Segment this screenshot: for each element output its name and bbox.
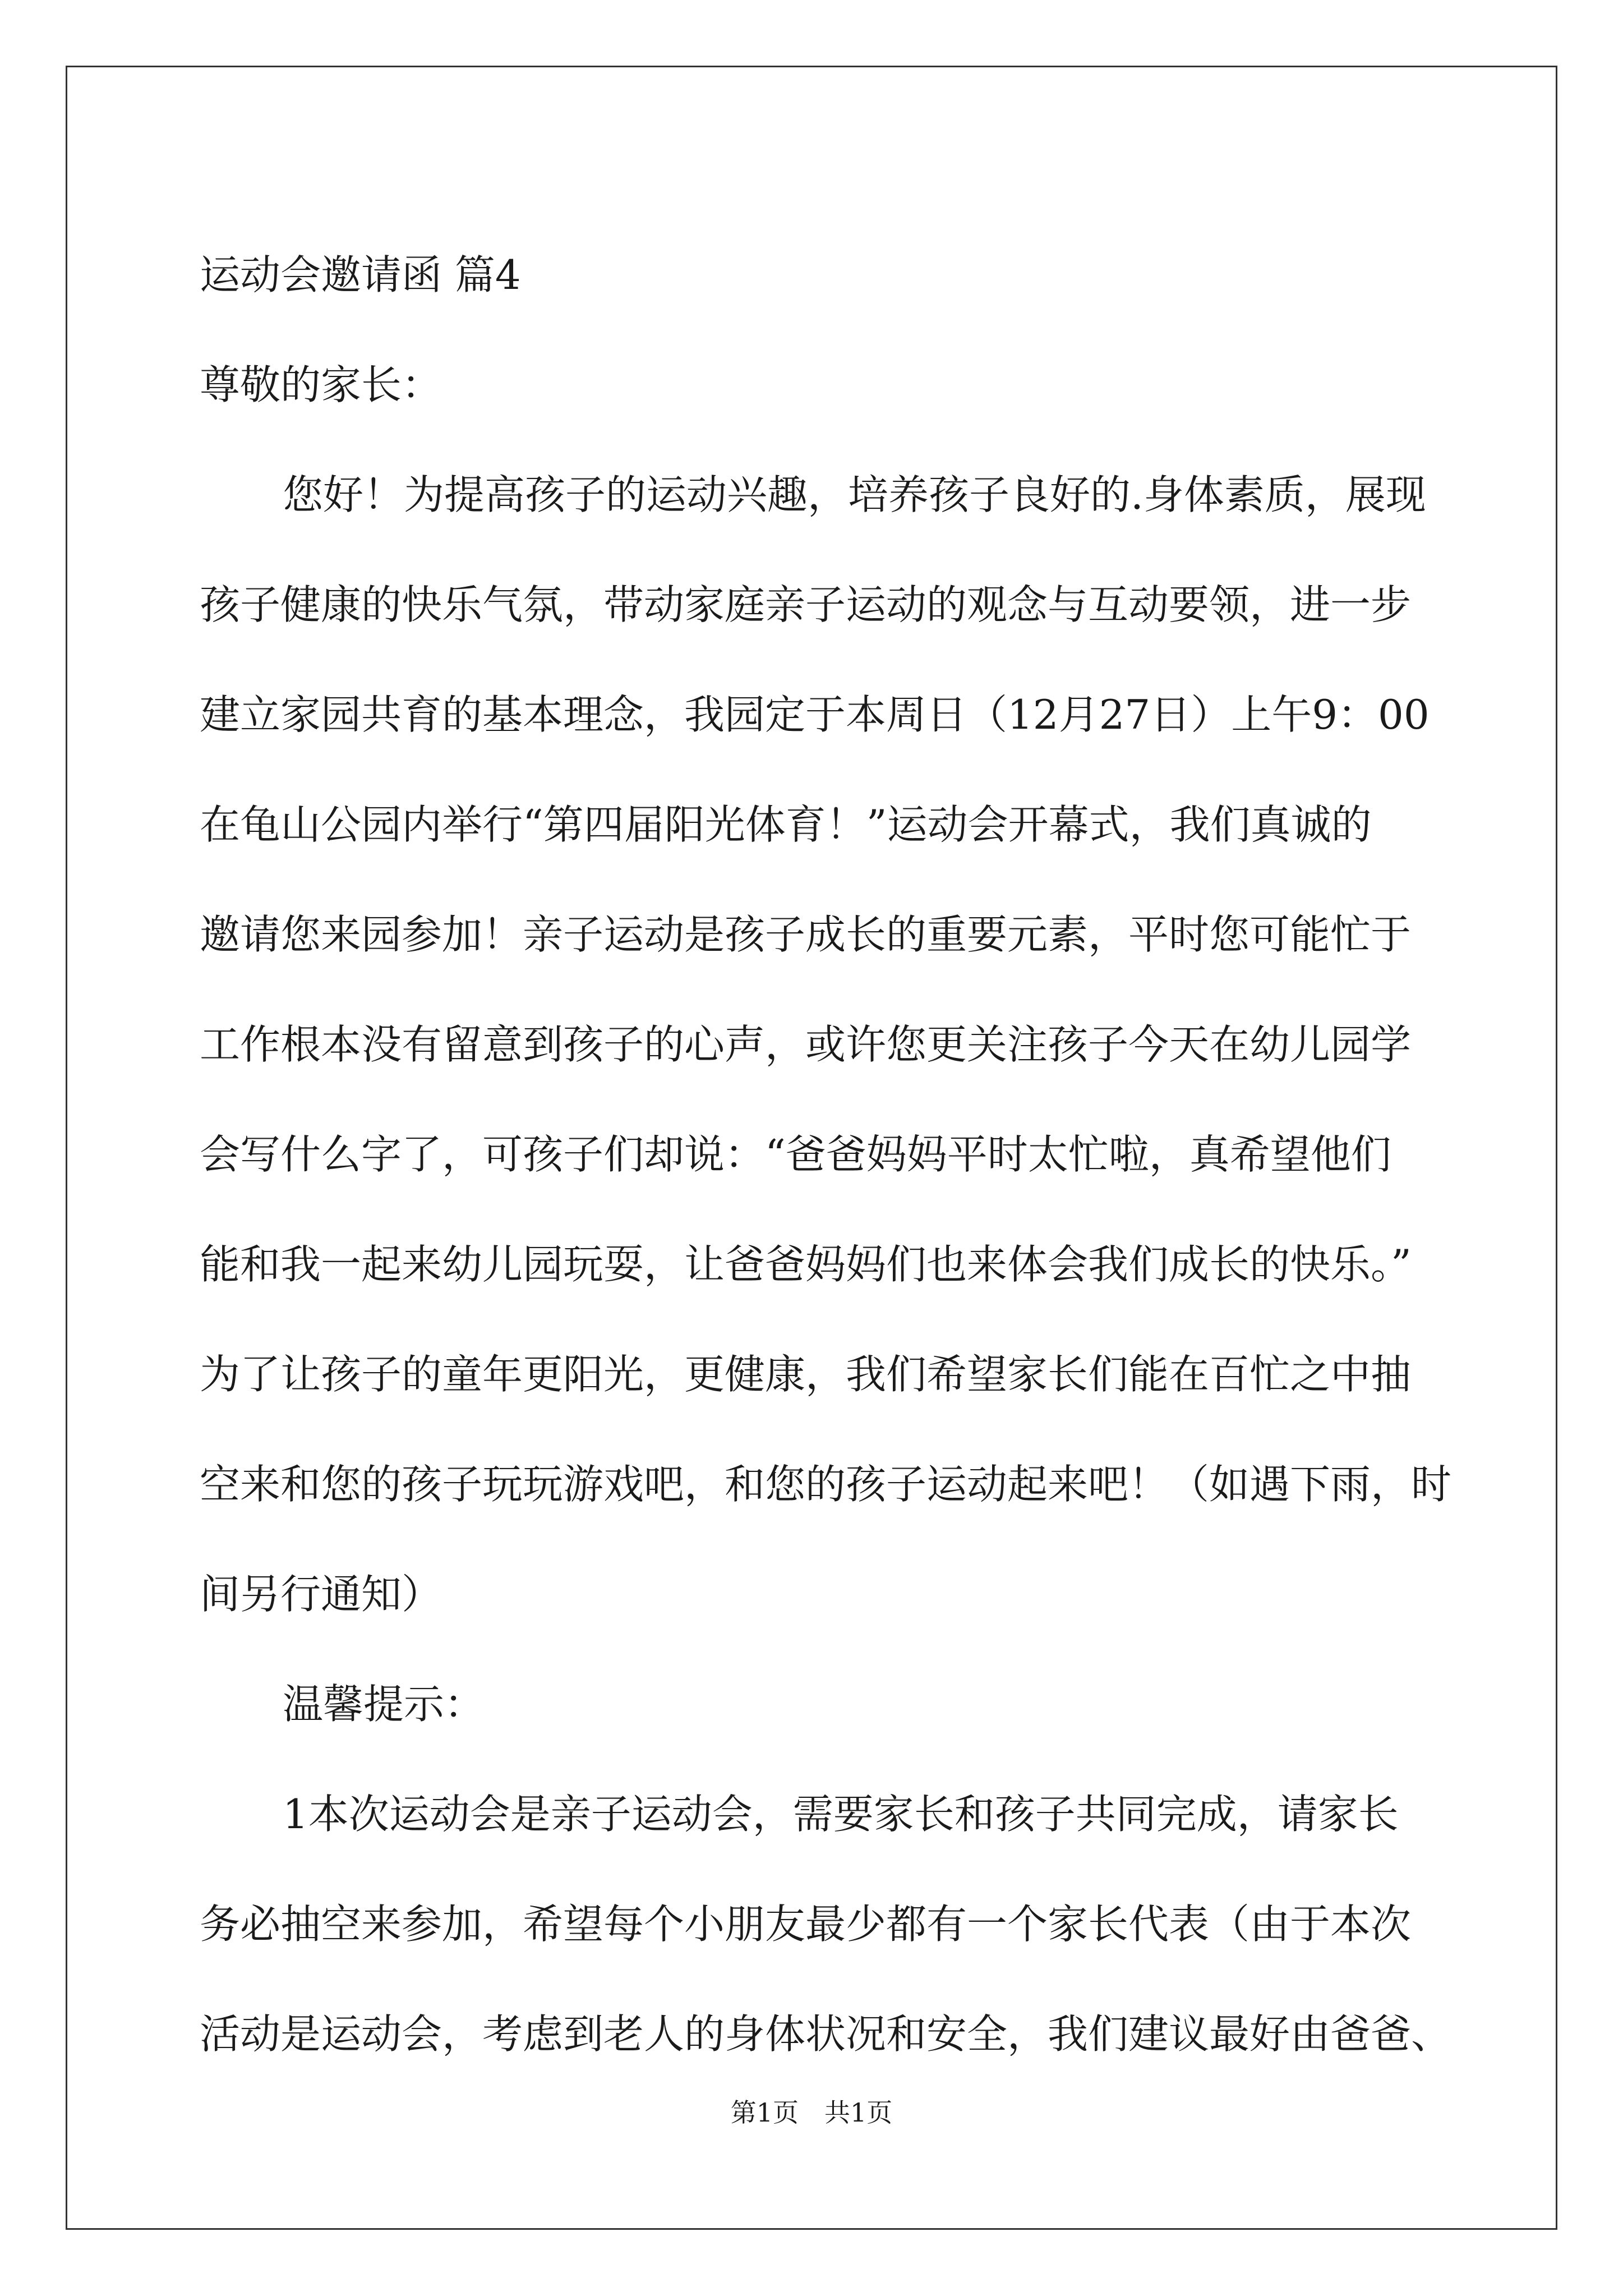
salutation: 尊敬的家长：: [200, 361, 442, 408]
paragraph-line: 为了让孩子的童年更阳光，更健康，我们希望家长们能在百忙之中抽: [200, 1351, 1412, 1398]
document-body: [200, 220, 1452, 2089]
paragraph-line: 间另行通知）: [200, 1571, 442, 1618]
paragraph-line: 您好！为提高孩子的运动兴趣，培养孩子良好的.身体素质，展现: [283, 471, 1426, 518]
paragraph-line: 能和我一起来幼儿园玩耍，让爸爸妈妈们也来体会我们成长的快乐。”: [200, 1241, 1412, 1288]
paragraph-line: 1本次运动会是亲子运动会，需要家长和孩子共同完成，请家长: [283, 1791, 1399, 1838]
paragraph-line: 务必抽空来参加，希望每个小朋友最少都有一个家长代表（由于本次: [200, 1901, 1412, 1948]
paragraph-line: 在龟山公园内举行“第四届阳光体育！”运动会开幕式，我们真诚的: [200, 801, 1372, 848]
page-footer: 第1页 共1页: [730, 2097, 893, 2128]
paragraph-line: 会写什么字了，可孩子们却说：“爸爸妈妈平时太忙啦，真希望他们: [200, 1131, 1391, 1178]
paragraph-line: 建立家园共育的基本理念，我园定于本周日（12月27日）上午9：00: [200, 691, 1430, 738]
paragraph-line: 工作根本没有留意到孩子的心声，或许您更关注孩子今天在幼儿园学: [200, 1021, 1412, 1068]
paragraph-line: 孩子健康的快乐气氛，带动家庭亲子运动的观念与互动要领，进一步: [200, 581, 1412, 628]
paragraph-line: 空来和您的孩子玩玩游戏吧，和您的孩子运动起来吧！（如遇下雨，时: [200, 1461, 1452, 1508]
paragraph-tips: [200, 1759, 1452, 2089]
paragraph-line: 活动是运动会，考虑到老人的身体状况和安全，我们建议最好由爸爸、: [200, 2010, 1452, 2058]
paragraph-invitation: [200, 440, 1452, 1649]
tips-heading: 温馨提示：: [283, 1681, 485, 1728]
document-title: 运动会邀请函 篇4: [200, 251, 521, 298]
paragraph-line: 邀请您来园参加！亲子运动是孩子成长的重要元素，平时您可能忙于: [200, 911, 1412, 958]
